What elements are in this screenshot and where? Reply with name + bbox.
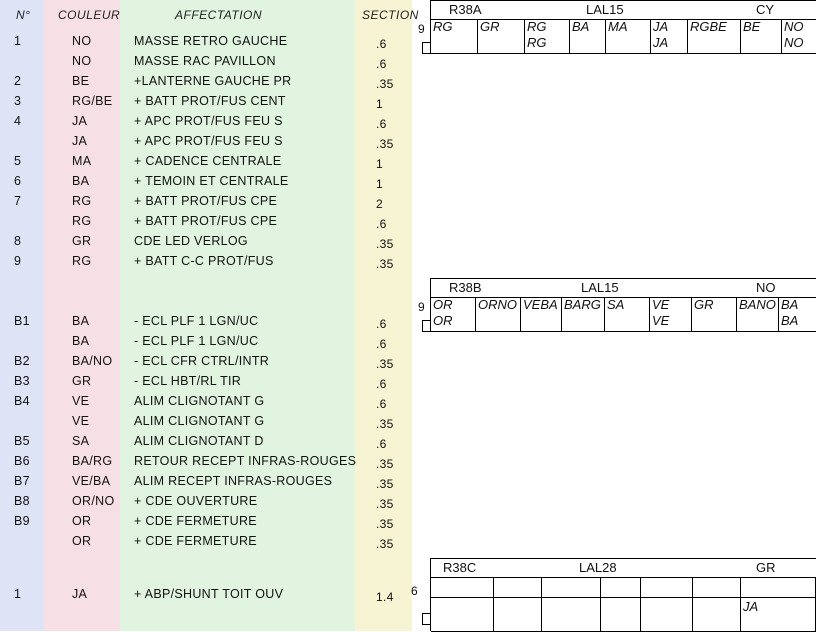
connector-pin	[741, 19, 782, 53]
row-section: .6	[376, 217, 387, 231]
pin-wire-color: VEBA	[523, 297, 558, 312]
connector-header	[431, 0, 816, 20]
connector-ref: R38C	[443, 560, 477, 575]
connector-pin	[606, 19, 651, 53]
pin-wire-color: GR	[694, 297, 714, 312]
row-color: VE	[72, 414, 90, 428]
row-number: B4	[14, 394, 30, 408]
row-color: OR/NO	[72, 494, 115, 508]
row-affectation: + APC PROT/FUS FEU S	[134, 114, 283, 128]
row-section: .6	[376, 57, 387, 71]
row-number: B5	[14, 434, 30, 448]
row-number: B2	[14, 354, 30, 368]
row-section: .35	[376, 77, 394, 91]
connector-ref: R38B	[449, 280, 482, 295]
connector-pin	[525, 19, 570, 53]
row-section: .35	[376, 237, 394, 251]
connector-block	[418, 0, 816, 54]
row-section: .35	[376, 517, 394, 531]
connector-pin	[562, 297, 605, 331]
row-color: BA	[72, 174, 90, 188]
pin-wire-color: BARG	[564, 297, 601, 312]
row-color: NO	[72, 54, 92, 68]
pin-wire-color: NO	[784, 35, 804, 50]
pin-wire-color: MA	[608, 19, 628, 34]
row-section: 1.4	[376, 590, 394, 604]
connector-pin	[601, 577, 641, 631]
connector-pin	[521, 297, 562, 331]
connector-type: LAL15	[581, 280, 619, 295]
row-color: RG/BE	[72, 94, 113, 108]
row-color: BA	[72, 314, 90, 328]
connector-color: GR	[756, 560, 776, 575]
pin-count: 9	[418, 22, 425, 36]
row-number: B8	[14, 494, 30, 508]
row-affectation: + CDE FERMETURE	[134, 514, 257, 528]
row-color: VE/BA	[72, 474, 111, 488]
connector-header	[431, 278, 816, 298]
row-affectation: + APC PROT/FUS FEU S	[134, 134, 283, 148]
connector-key-tab	[422, 613, 431, 625]
connector-pin	[693, 577, 741, 631]
row-color: VE	[72, 394, 90, 408]
row-color: RG	[72, 254, 92, 268]
row-section: 1	[376, 157, 383, 171]
row-affectation: MASSE RAC PAVILLON	[134, 54, 276, 68]
connector-type: LAL15	[586, 2, 624, 17]
connector-pin	[494, 577, 542, 631]
row-color: RG	[72, 194, 92, 208]
header-number: N°	[16, 8, 31, 22]
row-color: GR	[72, 374, 92, 388]
row-color: JA	[72, 587, 88, 601]
pin-wire-color: ORNO	[478, 297, 517, 312]
pin-wire-color: JA	[653, 35, 669, 50]
connector-pin	[431, 297, 476, 331]
pin-wire-color: BE	[743, 19, 761, 34]
row-section: .35	[376, 477, 394, 491]
row-number: 8	[14, 234, 22, 248]
pin-count: 6	[411, 584, 418, 598]
row-number: B9	[14, 514, 30, 528]
row-color: BE	[72, 74, 90, 88]
pin-wire-color: BA	[781, 313, 799, 328]
row-number: 2	[14, 74, 22, 88]
row-affectation: CDE LED VERLOG	[134, 234, 248, 248]
row-affectation: + TEMOIN ET CENTRALE	[134, 174, 289, 188]
connector-key-tab	[422, 320, 431, 332]
row-affectation: + CDE OUVERTURE	[134, 494, 258, 508]
pin-wire-color: JA	[653, 19, 669, 34]
row-affectation: ALIM CLIGNOTANT G	[134, 414, 265, 428]
row-affectation: - ECL PLF 1 LGN/UC	[134, 314, 259, 328]
connector-type: LAL28	[579, 560, 617, 575]
row-color: JA	[72, 134, 88, 148]
row-section: .6	[376, 397, 387, 411]
row-color: SA	[72, 434, 90, 448]
row-affectation: - ECL CFR CTRL/INTR	[134, 354, 270, 368]
row-color: OR	[72, 534, 92, 548]
row-color: BA/NO	[72, 354, 113, 368]
connector-pin	[782, 19, 816, 53]
row-affectation: - ECL PLF 1 LGN/UC	[134, 334, 259, 348]
connector-header	[431, 558, 816, 578]
pin-wire-color: VE	[652, 313, 670, 328]
connector-pin	[692, 297, 737, 331]
connector-pin	[641, 577, 693, 631]
row-affectation: + CADENCE CENTRALE	[134, 154, 282, 168]
connector-key-tab	[422, 42, 431, 54]
pin-count: 9	[418, 300, 425, 314]
row-section: .6	[376, 337, 387, 351]
row-section: 1	[376, 177, 383, 191]
row-section: .35	[376, 457, 394, 471]
pin-wire-color: VE	[652, 297, 670, 312]
connector-pin	[650, 297, 692, 331]
row-affectation: MASSE RETRO GAUCHE	[134, 34, 288, 48]
connector-pin	[651, 19, 688, 53]
pin-wire-color: RG	[527, 35, 547, 50]
row-number: 5	[14, 154, 22, 168]
pin-wire-color: RGBE	[690, 19, 727, 34]
row-number: 1	[14, 587, 22, 601]
connector-pin	[476, 297, 521, 331]
row-color: JA	[72, 114, 88, 128]
pin-wire-color: NO	[784, 19, 804, 34]
row-affectation: +LANTERNE GAUCHE PR	[134, 74, 292, 88]
row-section: .35	[376, 537, 394, 551]
row-affectation: ALIM CLIGNOTANT D	[134, 434, 264, 448]
connector-block	[411, 558, 816, 631]
row-section: .6	[376, 377, 387, 391]
connector-color: NO	[756, 280, 776, 295]
connector-block	[418, 278, 816, 332]
row-affectation: ALIM CLIGNOTANT G	[134, 394, 265, 408]
pin-wire-color: BA	[572, 19, 590, 34]
connector-pin	[570, 19, 606, 53]
row-affectation: + BATT C-C PROT/FUS	[134, 254, 274, 268]
row-affectation: + ABP/SHUNT TOIT OUV	[134, 587, 284, 601]
pin-wire-color: GR	[480, 19, 500, 34]
row-affectation: + BATT PROT/FUS CPE	[134, 194, 278, 208]
row-affectation: + BATT PROT/FUS CPE	[134, 214, 278, 228]
connector-pin	[779, 297, 816, 331]
row-number: 7	[14, 194, 22, 208]
pin-wire-color: JA	[743, 599, 759, 614]
row-number: B7	[14, 474, 30, 488]
connector-color: CY	[756, 2, 775, 17]
row-section: .35	[376, 497, 394, 511]
connector-pin	[542, 577, 601, 631]
pin-wire-color: BA	[781, 297, 799, 312]
row-color: MA	[72, 154, 92, 168]
row-number: 3	[14, 94, 22, 108]
row-affectation: ALIM RECEPT INFRAS-ROUGES	[134, 474, 333, 488]
row-section: .6	[376, 437, 387, 451]
row-number: B3	[14, 374, 30, 388]
connector-pin	[688, 19, 741, 53]
row-number: 9	[14, 254, 22, 268]
row-affectation: RETOUR RECEPT INFRAS-ROUGES	[134, 454, 357, 468]
connector-pin	[605, 297, 650, 331]
header-color: COULEUR	[58, 8, 121, 22]
header-affectation: AFFECTATION	[175, 8, 263, 22]
connector-pin	[741, 577, 816, 631]
row-color: BA/RG	[72, 454, 113, 468]
row-color: BA	[72, 334, 90, 348]
pin-wire-color: RG	[527, 19, 547, 34]
row-affectation: + CDE FERMETURE	[134, 534, 257, 548]
connector-ref: R38A	[449, 2, 482, 17]
row-color: GR	[72, 234, 92, 248]
connector-pin	[431, 19, 478, 53]
row-number: B6	[14, 454, 30, 468]
pin-wire-color: RG	[433, 19, 453, 34]
row-section: 1	[376, 97, 383, 111]
row-color: OR	[72, 514, 92, 528]
pin-wire-color: OR	[433, 313, 453, 328]
row-affectation: + BATT PROT/FUS CENT	[134, 94, 286, 108]
row-section: .35	[376, 417, 394, 431]
row-section: 2	[376, 197, 383, 211]
pin-row-divider	[431, 597, 816, 598]
pin-wire-color: BANO	[739, 297, 776, 312]
pin-wire-color: SA	[607, 297, 625, 312]
row-number: 1	[14, 34, 22, 48]
header-section: SECTION	[362, 8, 419, 22]
row-number: 6	[14, 174, 22, 188]
connector-pin	[737, 297, 779, 331]
connector-pin	[431, 577, 494, 631]
row-section: .6	[376, 117, 387, 131]
row-section: .35	[376, 257, 394, 271]
row-color: RG	[72, 214, 92, 228]
row-section: .6	[376, 37, 387, 51]
row-affectation: - ECL HBT/RL TIR	[134, 374, 242, 388]
row-section: .35	[376, 137, 394, 151]
row-section: .6	[376, 317, 387, 331]
row-number: B1	[14, 314, 30, 328]
row-section: .35	[376, 357, 394, 371]
pin-wire-color: OR	[433, 297, 453, 312]
row-number: 4	[14, 114, 22, 128]
row-color: NO	[72, 34, 92, 48]
connector-pin	[478, 19, 525, 53]
